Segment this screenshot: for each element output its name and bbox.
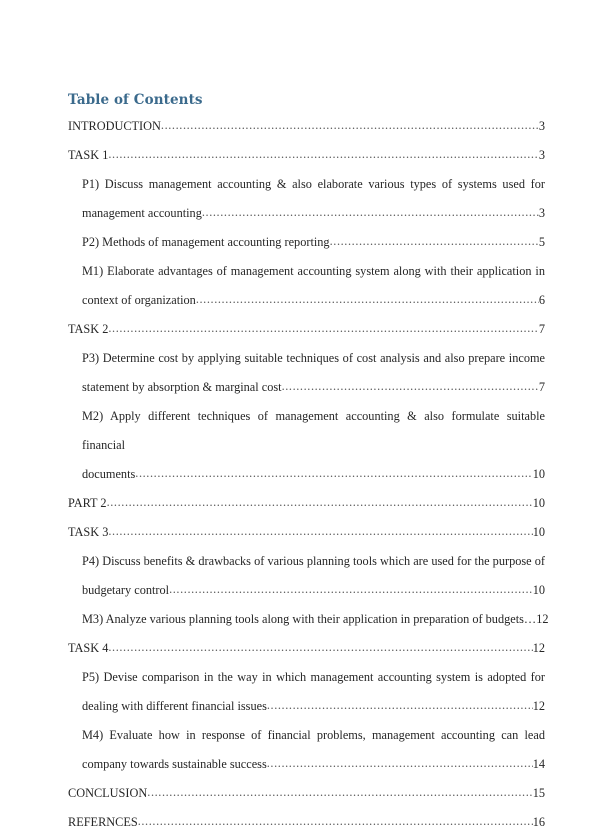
dot-leader: [330, 227, 539, 256]
toc-entry[interactable]: [68, 315, 545, 344]
toc-entry[interactable]: [68, 170, 545, 228]
dot-leader: [135, 459, 532, 488]
toc-entry[interactable]: [68, 228, 545, 257]
toc-entry[interactable]: [68, 547, 545, 605]
toc-entry[interactable]: [68, 779, 545, 808]
toc-entry-label: management accounting: [82, 206, 202, 221]
toc-entry[interactable]: [68, 141, 545, 170]
toc-entry[interactable]: [68, 257, 545, 315]
toc-entry-text-wrapped: M4) Evaluate how in response of financial problems, management accounting can lead: [82, 728, 545, 743]
toc-entry-label: P2) Methods of management accounting reporting: [82, 235, 330, 250]
toc-page-number: 3: [538, 206, 545, 221]
toc-entry-text-wrapped: P4) Discuss benefits & drawbacks of various planning tools which are used for the purpose of: [82, 554, 545, 569]
toc-entry-line: [68, 141, 545, 170]
toc-entry-line: [82, 460, 545, 489]
toc-entry-line: [68, 489, 545, 518]
dot-leader: [267, 691, 533, 720]
toc-page-number: 6: [538, 293, 545, 308]
toc-entry-label: PART 2: [68, 496, 107, 511]
toc-entry[interactable]: [68, 489, 545, 518]
dot-leader: [196, 285, 539, 314]
toc-entry-list: [68, 112, 549, 837]
toc-entry-line: [82, 692, 545, 721]
toc-page-number: 15: [532, 786, 545, 801]
toc-entry-label: TASK 1: [68, 148, 109, 163]
dot-leader: [282, 372, 539, 401]
toc-entry-text: M3) Analyze various planning tools along with their application in preparation of budgets…12: [82, 612, 549, 627]
toc-entry-line: [68, 634, 545, 663]
toc-page-number: 12: [532, 699, 545, 714]
toc-entry[interactable]: [68, 402, 545, 489]
toc-page-number: 10: [532, 583, 545, 598]
dot-leader: [107, 488, 533, 517]
toc-entry-label: CONCLUSION: [68, 786, 148, 801]
toc-entry-label: documents: [82, 467, 136, 482]
toc-page-number: 14: [532, 757, 545, 772]
toc-entry-line: [82, 199, 545, 228]
toc-entry-line: [82, 750, 545, 779]
toc-entry-text-wrapped: M1) Elaborate advantages of management accounting system along with their application in: [82, 264, 545, 279]
toc-entry-label: statement by absorption & marginal cost: [82, 380, 282, 395]
toc-entry-label: context of organization: [82, 293, 196, 308]
toc-entry-text-wrapped: P1) Discuss management accounting & also elaborate various types of systems used for: [82, 177, 545, 192]
toc-page-number: 3: [538, 119, 545, 134]
toc-entry-line: [82, 228, 545, 257]
toc-entry-label: budgetary control: [82, 583, 170, 598]
toc-entry[interactable]: [68, 663, 545, 721]
dot-leader: [202, 198, 539, 227]
toc-entry[interactable]: [68, 518, 545, 547]
toc-entry-line: [82, 576, 545, 605]
toc-entry[interactable]: [68, 721, 545, 779]
toc-entry-line: [68, 808, 545, 837]
toc-entry-line: [82, 286, 545, 315]
dot-leader: [161, 111, 539, 140]
toc-page-number: 10: [532, 525, 545, 540]
toc-entry-line: [82, 373, 545, 402]
dot-leader: [169, 575, 533, 604]
toc-page-number: 10: [532, 496, 545, 511]
dot-leader: [108, 140, 538, 169]
toc-entry-label: TASK 3: [68, 525, 109, 540]
toc-entry[interactable]: [68, 634, 545, 663]
toc-entry-label: INTRODUCTION: [68, 119, 161, 134]
dot-leader: [138, 807, 533, 836]
toc-entry[interactable]: [68, 344, 545, 402]
dot-leader: [108, 633, 532, 662]
toc-page-number: 7: [538, 380, 545, 395]
table-of-contents: [68, 92, 549, 837]
toc-page-number: 7: [538, 322, 545, 337]
toc-entry[interactable]: [68, 605, 549, 634]
dot-leader: [108, 314, 538, 343]
toc-entry-label: TASK 2: [68, 322, 109, 337]
toc-entry-text-wrapped: P5) Devise comparison in the way in which management accounting system is adopted for: [82, 670, 545, 685]
page-title: Table of Contents: [68, 92, 203, 108]
toc-entry-line: [68, 518, 545, 547]
toc-entry[interactable]: [68, 808, 545, 837]
dot-leader: [108, 517, 532, 546]
toc-entry-label: REFERNCES: [68, 815, 138, 830]
toc-page-number: 10: [532, 467, 545, 482]
toc-page-number: 3: [538, 148, 545, 163]
toc-entry[interactable]: [68, 112, 545, 141]
toc-page-number: 12: [532, 641, 545, 656]
toc-entry-line: [68, 315, 545, 344]
dot-leader: [267, 749, 533, 778]
toc-entry-line: [68, 112, 545, 141]
toc-entry-label: TASK 4: [68, 641, 109, 656]
toc-entry-line: [68, 779, 545, 808]
toc-entry-label: company towards sustainable success: [82, 757, 267, 772]
toc-entry-text-wrapped: M2) Apply different techniques of management accounting & also formulate suitable financial: [82, 409, 545, 453]
dot-leader: [147, 778, 532, 807]
toc-entry-label: dealing with different financial issues: [82, 699, 267, 714]
toc-entry-text-wrapped: P3) Determine cost by applying suitable techniques of cost analysis and also prepare income: [82, 351, 545, 366]
toc-page-number: 5: [538, 235, 545, 250]
toc-page-number: 16: [532, 815, 545, 830]
